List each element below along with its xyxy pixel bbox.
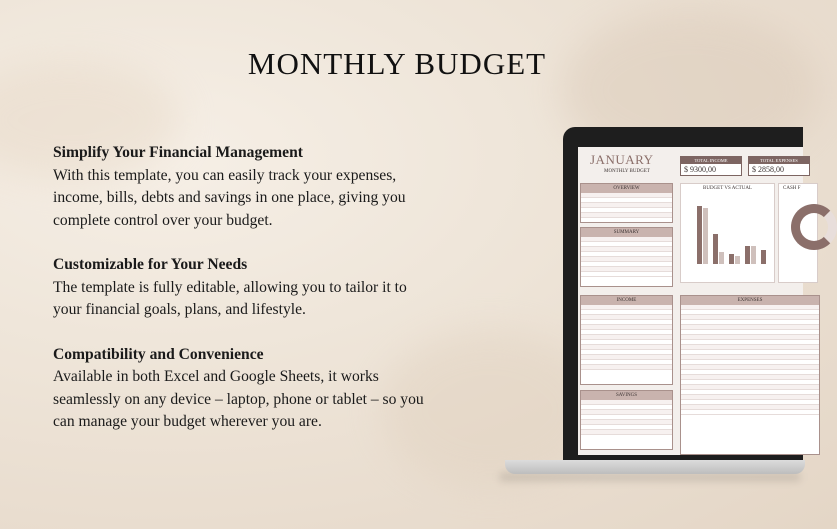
total-income-card	[680, 156, 742, 176]
chart-bar	[719, 252, 724, 264]
panel-rows	[581, 305, 672, 370]
feature-heading: Customizable for Your Needs	[53, 256, 248, 273]
feature-simplify	[53, 142, 433, 232]
panel-title: EXPENSES	[681, 296, 819, 305]
savings-panel	[580, 390, 673, 450]
kpi-label: TOTAL EXPENSES	[749, 157, 809, 164]
income-panel	[580, 295, 673, 385]
cash-flow-chart	[778, 183, 818, 283]
panel-title: SAVINGS	[581, 391, 672, 400]
sheet-month: JANUARY	[590, 152, 654, 167]
budget-vs-actual-chart	[680, 183, 775, 283]
chart-title: CASH F	[783, 186, 801, 191]
panel-rows	[581, 400, 672, 435]
sheet-subtitle: MONTHLY BUDGET	[604, 169, 650, 174]
chart-bar	[745, 246, 750, 264]
summary-panel	[580, 227, 673, 287]
panel-rows	[681, 305, 819, 415]
chart-bar	[735, 256, 740, 264]
feature-heading: Simplify Your Financial Management	[53, 144, 303, 161]
laptop-shadow	[500, 473, 800, 481]
chart-bar	[761, 250, 766, 264]
chart-bar	[751, 246, 756, 264]
overview-panel	[580, 183, 673, 223]
feature-body: With this template, you can easily track your expenses, income, bills, debts and savings in one place, giving you complete control over your budget.	[53, 166, 406, 229]
total-expenses-card	[748, 156, 810, 176]
panel-rows	[581, 237, 672, 277]
feature-customizable	[53, 254, 433, 322]
feature-body: The template is fully editable, allowing you to tailor it to your financial goals, plans, and lifestyle.	[53, 278, 407, 318]
feature-body: Available in both Excel and Google Sheets, it works seamlessly on any device – laptop, phone or tablet – so you can manage your budget wherever you are.	[53, 368, 424, 430]
feature-list	[53, 142, 433, 456]
kpi-value: $ 9300,00	[684, 165, 716, 174]
chart-bar	[703, 208, 708, 264]
feature-compatibility	[53, 344, 433, 434]
panel-title: INCOME	[581, 296, 672, 305]
kpi-value: $ 2858,00	[752, 165, 784, 174]
feature-heading: Compatibility and Convenience	[53, 345, 264, 363]
cash-flow-donut	[791, 204, 837, 250]
expenses-panel	[680, 295, 820, 455]
kpi-label: TOTAL INCOME	[681, 157, 741, 164]
panel-title: OVERVIEW	[581, 184, 672, 193]
page-title: MONTHLY BUDGET	[247, 46, 547, 81]
laptop-mockup	[563, 127, 803, 465]
chart-bar	[729, 254, 734, 264]
chart-bar	[713, 234, 718, 264]
laptop-base	[505, 460, 805, 474]
chart-plot	[695, 202, 768, 264]
panel-title: SUMMARY	[581, 228, 672, 237]
spreadsheet-preview	[578, 147, 803, 455]
chart-title: BUDGET VS ACTUAL	[703, 186, 752, 191]
chart-bar	[697, 206, 702, 264]
panel-rows	[581, 193, 672, 218]
